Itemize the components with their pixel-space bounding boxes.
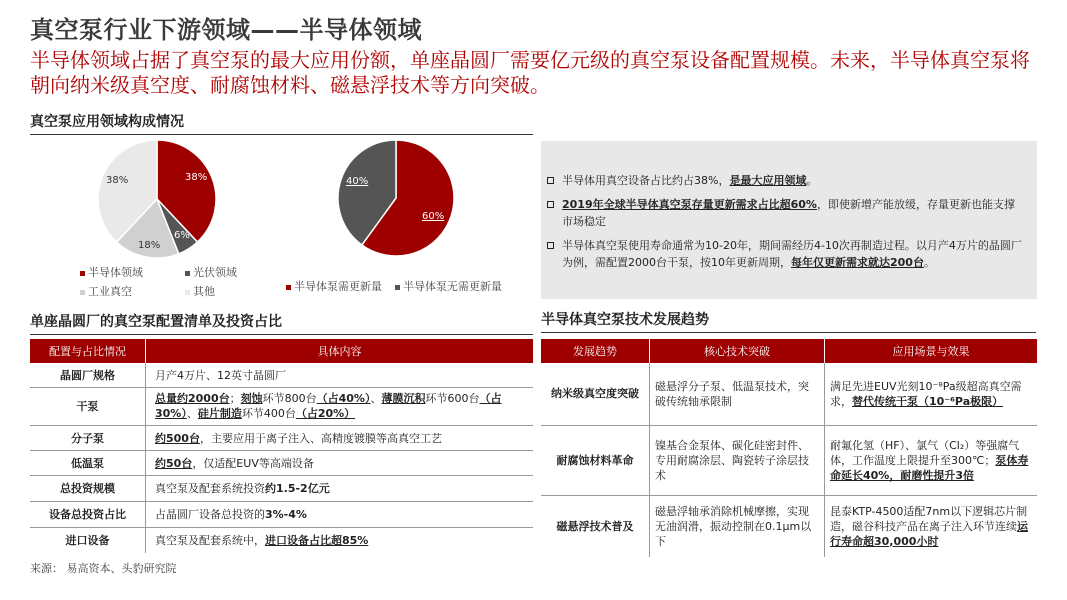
value-text: 、: [186, 407, 198, 420]
legend-pv: [185, 264, 237, 280]
value-highlight: 约50台: [155, 456, 193, 470]
value-highlight: 薄膜沉积: [381, 392, 426, 405]
table-cell-value: [146, 425, 534, 450]
pie2-label-no-update: 40%: [346, 176, 369, 187]
value-text: 环节800台: [262, 392, 317, 405]
legend-industrial: [80, 283, 132, 299]
legend-swatch: [80, 290, 85, 295]
bullet-highlight: 2019年全球半导体真空泵存量更新需求占比超60%: [562, 198, 817, 211]
table-row: [30, 425, 533, 450]
table-cell-key: 干泵: [30, 387, 146, 425]
legend-label: 工业真空: [88, 285, 132, 298]
legend-swatch: [185, 290, 190, 295]
bullet-highlight: 是最大应用领域: [729, 174, 807, 187]
legend-swatch: [185, 271, 190, 276]
legend-swatch: [80, 271, 85, 276]
table-cell-effect: [825, 425, 1038, 495]
pie2-label-update: 60%: [422, 211, 445, 222]
table-header: 核心技术突破: [650, 339, 825, 363]
table1-section-title: 单座晶圆厂的真空泵配置清单及投资占比: [30, 311, 533, 335]
effect-text: 昆泰KTP-4500适配7nm以下逻辑芯片制造，磁谷科技产品在离子注入环节连续: [830, 504, 1028, 533]
value-text: 占晶圆厂设备总投资的: [155, 508, 265, 521]
table-row: [30, 387, 533, 425]
bullet-text: 半导体用真空设备占比约占38%，: [562, 174, 730, 187]
table-header: 配置与占比情况: [30, 339, 146, 363]
value-highlight: 总量约2000台: [155, 392, 230, 405]
value-highlight: 约1.5-2亿元: [265, 482, 330, 495]
value-text: 环节400台: [241, 407, 296, 420]
bullet-square-icon: [547, 201, 554, 208]
legend-swatch: [286, 285, 291, 290]
pie-section-title: 真空泵应用领域构成情况: [30, 111, 533, 135]
bullet-square-icon: [547, 242, 554, 249]
table-cell-value: [146, 527, 534, 553]
table-cell-value: [146, 387, 534, 425]
table-cell-value: [146, 450, 534, 475]
value-highlight: 刻蚀: [240, 392, 263, 405]
pie1-label-industrial: 18%: [138, 240, 161, 251]
legend-update: [286, 278, 382, 294]
table-row: [541, 363, 1037, 425]
effect-highlight: 替代传统干泵（10⁻⁶Pa极限）: [852, 394, 1004, 408]
page-subtitle: 半导体领域占据了真空泵的最大应用份额，单座晶圆厂需要亿元级的真空泵设备配置规模。未来，半导体真空泵将朝向纳米级真空度、耐腐蚀材料、磁悬浮技术等方向突破。: [30, 48, 1030, 97]
effect-highlight: 运行寿命超30,000小时: [830, 519, 1028, 548]
table-cell-tech: 镍基合金泵体、碳化硅密封件、专用耐腐涂层、陶瓷转子涂层技术: [650, 425, 825, 495]
page-title: 真空泵行业下游领域——半导体领域: [30, 16, 422, 44]
bullet-highlight: 每年仅更新需求就达200台: [791, 256, 924, 269]
table-row: [541, 495, 1037, 557]
table-row: [30, 527, 533, 553]
table-cell-key: 设备总投资占比: [30, 501, 146, 527]
table-row: [30, 450, 533, 475]
table-cell-tech: 磁悬浮分子泵、低温泵技术，突破传统轴承限制: [650, 363, 825, 425]
table-cell-tech: 磁悬浮轴承消除机械摩擦，实现无油润滑，振动控制在0.1μm以下: [650, 495, 825, 557]
table-cell-value: [146, 475, 534, 501]
bullet-text: 半导体真空泵使用寿命通常为10-20年，期间需经历4-10次再制造过程。以月产4万片的晶圆厂为例，需配置2000台干泵，按10年更新周期，: [562, 239, 1022, 269]
value-highlight: 约500台: [155, 431, 200, 445]
table-header-row: [541, 339, 1037, 363]
summary-bullet-3: [547, 237, 1023, 271]
table-header: 具体内容: [146, 339, 534, 363]
legend-other: [185, 283, 215, 299]
tech-trend-table: [541, 339, 1037, 557]
value-highlight: 3%-4%: [265, 508, 307, 521]
table-cell-key: 晶圆厂规格: [30, 363, 146, 387]
effect-highlight: 泵体寿命延长40%，耐磨性提升3倍: [830, 453, 1029, 482]
value-text: ，主要应用于离子注入、高精度镀膜等高真空工艺: [199, 431, 442, 445]
table-row: [30, 501, 533, 527]
table-cell-trend: 纳米级真空度突破: [541, 363, 650, 425]
value-text: 、: [370, 392, 382, 405]
source-note: 来源： 易高资本、头豹研究院: [30, 562, 177, 575]
bullet-square-icon: [547, 177, 554, 184]
legend-label: 半导体泵无需更新量: [403, 280, 502, 293]
config-investment-table: [30, 339, 533, 553]
value-text: 真空泵及配套系统投资: [155, 482, 265, 495]
value-highlight: （占30%）: [155, 392, 502, 420]
value-text: ，仅适配EUV等高端设备: [192, 456, 314, 470]
effect-text: 满足先进EUV光刻10⁻⁸Pa级超高真空需求，: [830, 379, 1022, 408]
legend-semiconductor: [80, 264, 143, 280]
table-cell-value: 月产4万片、12英寸晶圆厂: [146, 363, 534, 387]
legend-label: 其他: [193, 285, 215, 298]
table-header-row: [30, 339, 533, 363]
table-cell-effect: [825, 363, 1038, 425]
legend-no-update: [395, 278, 502, 294]
table-cell-key: 分子泵: [30, 425, 146, 450]
table-row: [30, 475, 533, 501]
bullet-text: 。: [923, 256, 935, 269]
table2-section-title: 半导体真空泵技术发展趋势: [541, 309, 1036, 333]
value-text: 真空泵及配套系统中，: [155, 534, 265, 548]
value-highlight: 硅片制造: [197, 407, 242, 420]
table-cell-key: 进口设备: [30, 527, 146, 553]
summary-box: [541, 141, 1037, 299]
value-text: 环节600台: [425, 392, 480, 405]
summary-bullet-2: [547, 196, 1023, 230]
table-header: 应用场景与效果: [825, 339, 1038, 363]
value-highlight: 进口设备占比超85%: [265, 534, 369, 548]
table-cell-key: 总投资规模: [30, 475, 146, 501]
summary-bullet-1: [547, 172, 1023, 189]
pie-chart-update-demand: [336, 138, 456, 258]
table-cell-trend: 耐腐蚀材料革命: [541, 425, 650, 495]
table-row: [541, 425, 1037, 495]
table-cell-effect: [825, 495, 1038, 557]
legend-swatch: [395, 285, 400, 290]
legend-label: 光伏领域: [193, 266, 237, 279]
effect-text: 耐氟化氢（HF）、氯气（Cl₂）等强腐气体，工作温度上限提升至300℃；: [830, 438, 1020, 467]
value-highlight: （占40%）: [316, 392, 371, 405]
table-header: 发展趋势: [541, 339, 650, 363]
pie1-label-semiconductor: 38%: [185, 172, 208, 183]
table-row: [30, 363, 533, 387]
bullet-text: ，即使新增产能放缓，存量更新也能支撑市场稳定: [562, 198, 1015, 228]
legend-label: 半导体领域: [88, 266, 143, 279]
bullet-text: 。: [806, 174, 818, 187]
pie1-label-pv: 6%: [174, 230, 190, 241]
value-text: ；: [229, 392, 241, 405]
table-cell-value: [146, 501, 534, 527]
legend-label: 半导体泵需更新量: [294, 280, 382, 293]
value-highlight: （占20%）: [295, 407, 356, 420]
pie1-label-other: 38%: [106, 175, 129, 186]
table-cell-key: 低温泵: [30, 450, 146, 475]
table-cell-trend: 磁悬浮技术普及: [541, 495, 650, 557]
